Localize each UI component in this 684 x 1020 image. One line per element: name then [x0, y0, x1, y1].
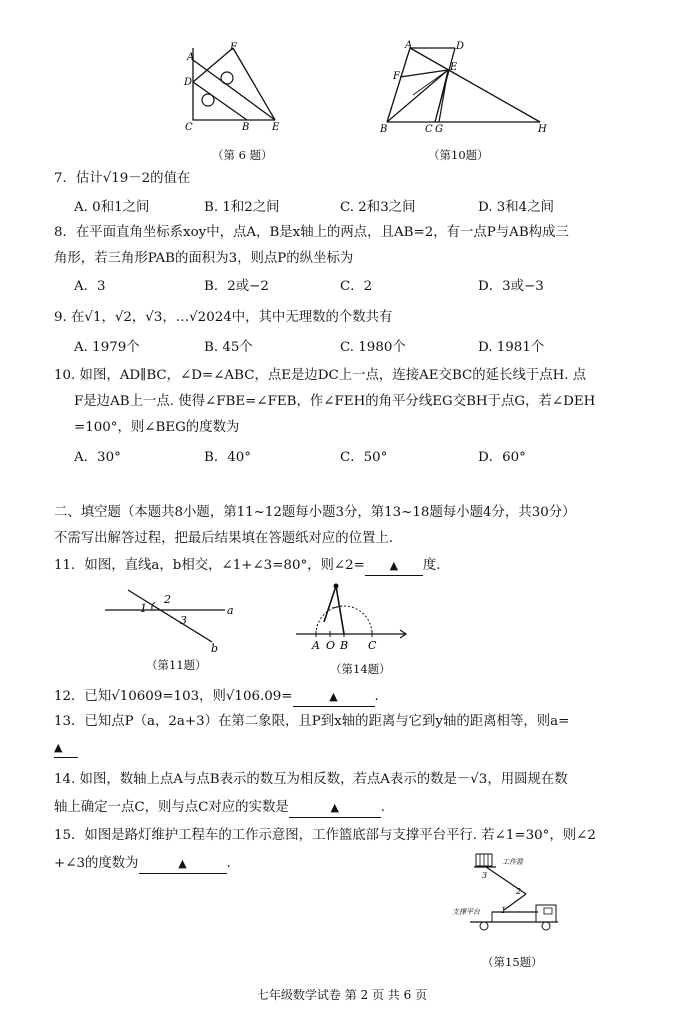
fig10-label-h: H: [538, 124, 547, 135]
figure-10: [375, 40, 555, 139]
fig14-label-o: O: [326, 639, 336, 652]
fig15-platform-label: 支撑平台: [452, 908, 480, 916]
q8-option-c: C．2: [340, 279, 373, 294]
fig14-label-a: A: [312, 639, 320, 652]
fig10-label-c: C: [425, 124, 433, 135]
question-10-line2: F是边AB上一点. 使得∠FBE=∠FEB，作∠FEH的角平分线EG交BH于点G，若∠DEH: [74, 394, 596, 409]
answer-marker-icon: ▲: [389, 559, 399, 572]
figure-10-caption: （第10题）: [428, 148, 489, 162]
q10-option-b: B．40°: [204, 450, 251, 465]
figure-6-caption: （第 6 题）: [212, 148, 273, 162]
answer-marker-icon: ▲: [178, 857, 187, 870]
fig6-label-f: F: [230, 42, 237, 53]
question-14-line2: [54, 799, 385, 818]
q15-text: +∠3的度数为: [54, 856, 139, 871]
fig6-label-a: A: [187, 52, 195, 63]
q8-option-a: A．3: [74, 279, 106, 294]
figure-11: [100, 584, 240, 658]
question-8-line2: 角形，若三角形PAB的面积为3，则点P的纵坐标为: [54, 251, 354, 266]
q10-option-d: D．60°: [478, 450, 526, 465]
q7-option-c: C. 2和3之间: [340, 200, 416, 215]
section-2-heading: 二、填空题（本题共8小题，第11~12题每小题3分，第13~18题每小题4分，共30分）: [54, 505, 576, 520]
question-15-line1: 15．如图是路灯维护工程车的工作示意图，工作篮底部与支撑平台平行. 若∠1=30°，则∠2: [54, 828, 596, 843]
page-footer: 七年级数学试卷 第 2 页 共 6 页: [256, 988, 428, 1002]
fig11-line-b: b: [211, 642, 219, 654]
q8-option-d: D．3或−3: [478, 279, 544, 294]
question-12: [54, 688, 379, 707]
q10-option-c: C．50°: [340, 450, 388, 465]
q14-text-end: .: [380, 800, 386, 815]
question-15-line2: [54, 855, 231, 874]
q9-option-a: A. 1979个: [74, 340, 140, 355]
answer-marker-icon: ▲: [54, 741, 63, 754]
q11-text: 11．如图，直线a，b相交，∠1+∠3=80°，则∠2=: [54, 558, 365, 573]
fig10-label-d: D: [456, 41, 465, 52]
answer-marker-icon: ▲: [330, 801, 339, 814]
fig10-label-e: E: [450, 62, 458, 73]
q14-answer-blank[interactable]: [289, 799, 381, 818]
question-10-line3: =100°，则∠BEG的度数为: [74, 420, 240, 435]
fig6-label-e: E: [272, 122, 280, 133]
fig6-label-c: C: [185, 122, 193, 133]
q9-option-d: D. 1981个: [478, 340, 545, 355]
fig11-angle-2: 2: [164, 593, 171, 606]
figure-6: [175, 40, 290, 139]
q13-answer-blank[interactable]: [54, 739, 78, 758]
fig10-label-f: F: [393, 71, 400, 82]
fig15-angle-1: 1: [501, 906, 507, 915]
q9-option-c: C. 1980个: [340, 340, 406, 355]
q9-option-b: B. 45个: [204, 340, 253, 355]
figure-14-caption: （第14题）: [330, 662, 391, 676]
fig14-label-c: C: [368, 639, 377, 652]
q12-text-end: .: [374, 689, 379, 704]
q10-option-a: A．30°: [74, 450, 121, 465]
fig6-label-d: D: [184, 77, 193, 88]
q15-answer-blank[interactable]: [139, 855, 227, 874]
question-9-stem: 9. 在√1，√2，√3，…√2024中，其中无理数的个数共有: [54, 310, 393, 325]
q8-option-b: B．2或−2: [204, 279, 269, 294]
question-13-line1: 13．已知点P（a，2a+3）在第二象限，且P到x轴的距离与它到y轴的距离相等，则a=: [54, 714, 570, 729]
q12-text: 12．已知√10609=103，则√106.09=: [54, 689, 293, 704]
figure-15: [452, 850, 567, 944]
fig15-angle-2: 2: [516, 887, 522, 896]
q7-option-d: D. 3和4之间: [478, 200, 554, 215]
fig15-angle-3: 3: [482, 871, 488, 880]
q7-option-b: B. 1和2之间: [204, 200, 280, 215]
fig10-label-g: G: [435, 124, 443, 135]
q11-text-end: 度.: [422, 558, 441, 573]
fig14-label-b: B: [340, 639, 349, 652]
q15-text-end: .: [226, 856, 231, 871]
question-13-line2: [54, 739, 78, 758]
q7-option-a: A. 0和1之间: [74, 200, 150, 215]
question-8-line1: 8．在平面直角坐标系xoy中，点A，B是x轴上的两点，且AB=2，有一点P与AB构成三: [54, 225, 569, 240]
q14-text: 轴上确定一点C，则与点C对应的实数是: [54, 800, 289, 815]
question-10-line1: 10. 如图，AD∥BC，∠D=∠ABC，点E是边DC上一点，连接AE交BC的延长线于点H. 点: [54, 368, 587, 383]
fig11-angle-1: 1: [140, 602, 147, 615]
q12-answer-blank[interactable]: [293, 688, 375, 707]
fig15-basket-label: 工作篮: [502, 858, 523, 866]
q11-answer-blank[interactable]: [365, 557, 423, 576]
section-2-instructions: 不需写出解答过程，把最后结果填在答题纸对应的位置上.: [54, 531, 394, 546]
question-7-stem: 7．估计√19－2的值在: [54, 171, 191, 186]
figure-11-caption: （第11题）: [146, 658, 207, 672]
fig11-angle-3: 3: [180, 614, 187, 627]
fig11-line-a: a: [227, 604, 234, 617]
question-11: [54, 557, 441, 576]
fig10-label-a: A: [405, 40, 413, 51]
answer-marker-icon: ▲: [329, 690, 338, 703]
figure-15-caption: （第15题）: [482, 955, 543, 969]
fig10-label-b: B: [380, 124, 388, 135]
fig6-label-b: B: [242, 122, 250, 133]
figure-14: [294, 578, 414, 658]
question-14-line1: 14. 如图，数轴上点A与点B表示的数互为相反数，若点A表示的数是－√3，用圆规在数: [54, 772, 568, 787]
